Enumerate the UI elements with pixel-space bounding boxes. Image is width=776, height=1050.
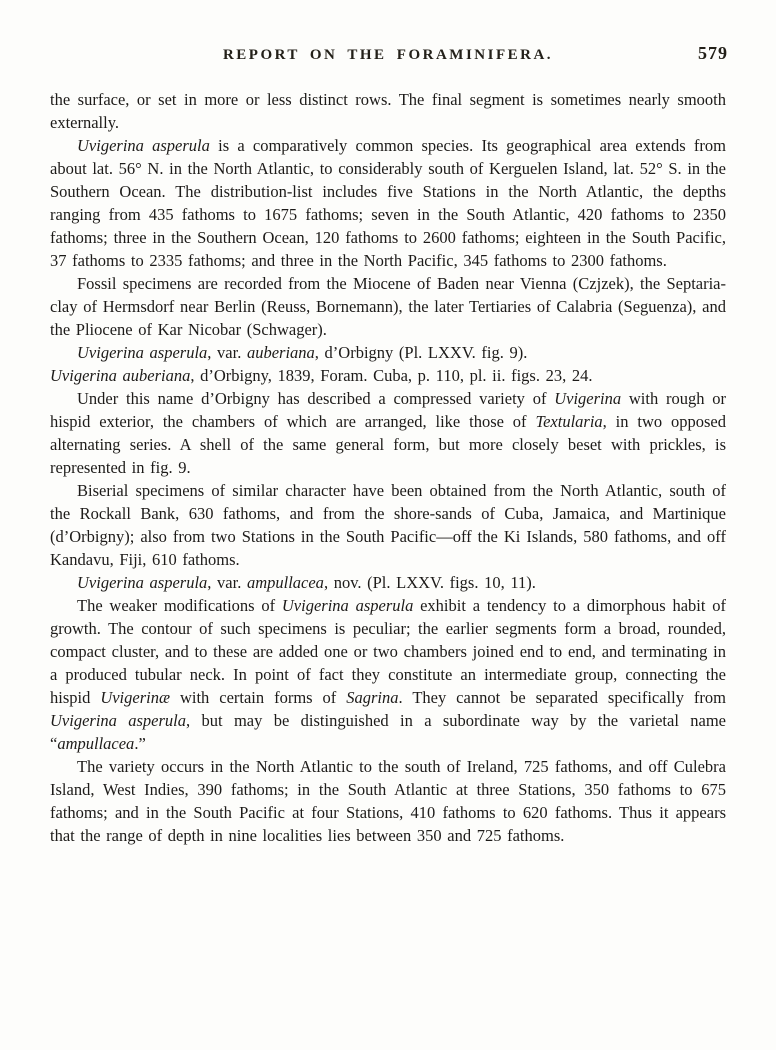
paragraph-biserial-specimens: Biserial specimens of similar character have been obtained from the North Atlantic, south of the Rockall Bank, 630 fathoms, and from the shore-sands of Cuba, Jamaica, and Martinique (d’Orbigny); also from two Stations in the South Pacific—off the Ki Islands, 580 fathoms, and off Kandavu, Fiji, 610 fathoms. bbox=[50, 481, 726, 569]
species-heading-auberiana: Uvigerina asperula, var. auberiana, d’Orbigny (Pl. LXXV. fig. 9). bbox=[77, 343, 528, 362]
synonymy-citation-auberiana: Uvigerina auberiana, d’Orbigny, 1839, Foram. Cuba, p. 110, pl. ii. figs. 23, 24. bbox=[50, 366, 593, 385]
page-body bbox=[50, 88, 726, 847]
species-heading-ampullacea: Uvigerina asperula, var. ampullacea, nov. (Pl. LXXV. figs. 10, 11). bbox=[77, 573, 536, 592]
paragraph-distribution: Uvigerina asperula is a comparatively common species. Its geographical area extends from about lat. 56° N. in the North Atlantic, to considerably south of Kerguelen Island, lat. 52° S. in the Southern Ocean. The distribution-list includes five Stations in the North Atlantic, the depths ranging from 435 fathoms to 1675 fathoms; seven in the South Atlantic, 420 fathoms to 2350 fathoms; three in the Southern Ocean, 120 fathoms to 2600 fathoms; eighteen in the South Pacific, 37 fathoms to 2335 fathoms; and three in the North Pacific, 345 fathoms to 2300 fathoms. bbox=[50, 136, 727, 270]
paragraph-weaker-modifications: The weaker modifications of Uvigerina asperula exhibit a tendency to a dimorphous habit of growth. The contour of such specimens is peculiar; the earlier segments form a broad, rounded, compact cluster, and to these are added one or two chambers joined end to end, and terminating in a produced tubular neck. In point of fact they constitute an intermediate group, connecting the hispid Uvigerinæ with certain forms of Sagrina. They cannot be separated specifically from Uvigerina asperula, but may be distinguished in a subordinate way by the varietal name “ampullacea.” bbox=[50, 596, 727, 753]
paragraph-fossil-records: Fossil specimens are recorded from the Miocene of Baden near Vienna (Czjzek), the Septaria-clay of Hermsdorf near Berlin (Reuss, Bornemann), the later Tertiaries of Calabria (Seguenza), and the Pliocene of Kar Nicobar (Schwager). bbox=[50, 274, 726, 339]
paragraph-variety-occurrence: The variety occurs in the North Atlantic to the south of Ireland, 725 fathoms, and off Culebra Island, West Indies, 390 fathoms; in the South Atlantic at three Stations, 350 fathoms to 675 fathoms; and in the South Pacific at four Stations, 410 fathoms to 620 fathoms. Thus it appears that the range of depth in nine localities lies between 350 and 725 fathoms. bbox=[50, 757, 726, 845]
paragraph-under-this-name: Under this name d’Orbigny has described a compressed variety of Uvigerina with rough or hispid exterior, the chambers of which are arranged, like those of Textularia, in two opposed alternating series. A shell of the same general form, but more closely beset with prickles, is represented in fig. 9. bbox=[50, 389, 727, 477]
running-head bbox=[50, 43, 728, 66]
paragraph-continuation: the surface, or set in more or less distinct rows. The final segment is sometimes nearly smooth externally. bbox=[50, 90, 726, 132]
running-title: REPORT ON THE FORAMINIFERA. bbox=[222, 47, 554, 63]
page-number: 579 bbox=[698, 43, 728, 63]
